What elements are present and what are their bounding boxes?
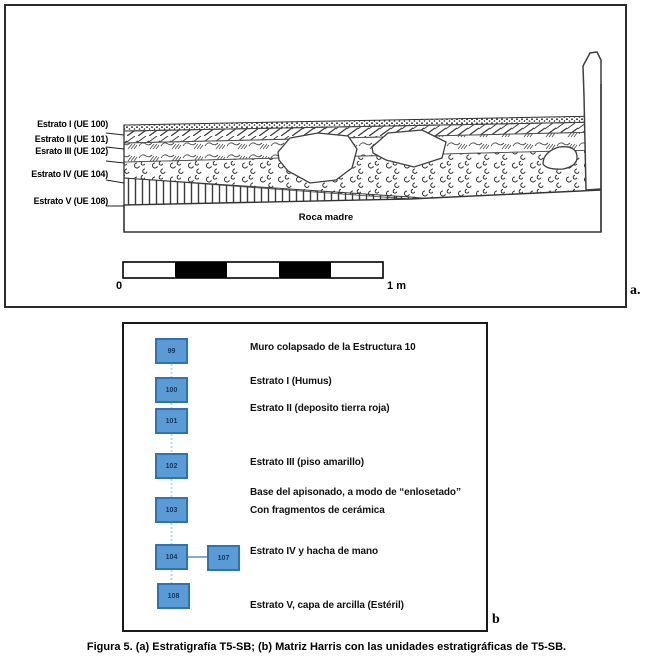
matrix-label-estrato-4: Estrato IV y hacha de mano bbox=[250, 546, 378, 557]
stratum-label-ue101: Estrato II (UE 101) bbox=[34, 134, 108, 144]
matrix-node-104: 104 bbox=[155, 544, 188, 570]
matrix-label-fragmentos: Con fragmentos de cerámica bbox=[250, 505, 385, 516]
matrix-node-99: 99 bbox=[155, 338, 188, 364]
figure-caption: Figura 5. (a) Estratigrafía T5-SB; (b) Matriz Harris con las unidades estratigráficas de T5-SB. bbox=[86, 641, 567, 653]
scale-bar bbox=[123, 262, 383, 278]
strata-bands bbox=[124, 116, 601, 205]
matrix-label-estrato-1: Estrato I (Humus) bbox=[250, 376, 332, 387]
matrix-label-estrato-5: Estrato V, capa de arcilla (Estéril) bbox=[250, 600, 404, 611]
bedrock-label: Roca madre bbox=[298, 212, 354, 223]
label-leader-lines bbox=[106, 133, 124, 206]
panel-a-tag: a. bbox=[630, 283, 641, 298]
panel-a-stratigraphy bbox=[4, 4, 627, 308]
scale-start-label: 0 bbox=[116, 280, 123, 292]
scale-end-label: 1 m bbox=[387, 280, 406, 292]
matrix-label-estrato-2: Estrato II (deposito tierra roja) bbox=[250, 403, 390, 414]
panel-b-tag: b bbox=[492, 612, 500, 627]
matrix-label-estrato-3: Estrato III (piso amarillo) bbox=[250, 457, 364, 468]
matrix-node-103: 103 bbox=[155, 497, 188, 523]
panel-b-harris-matrix bbox=[122, 322, 488, 632]
matrix-node-107: 107 bbox=[207, 545, 240, 571]
matrix-label-muro: Muro colapsado de la Estructura 10 bbox=[250, 342, 416, 353]
stratum-label-ue100: Estrato I (UE 100) bbox=[37, 119, 108, 129]
matrix-node-101: 101 bbox=[155, 408, 188, 434]
matrix-node-100: 100 bbox=[155, 377, 188, 403]
stratum-label-ue104: Estrato IV (UE 104) bbox=[31, 169, 108, 179]
matrix-node-102: 102 bbox=[155, 453, 188, 479]
stratum-label-ue108: Estrato V (UE 108) bbox=[33, 196, 108, 206]
stratum-label-ue102: Esrato III (UE 102) bbox=[35, 146, 108, 156]
matrix-label-base-apisonado: Base del apisonado, a modo de “enlosetado” bbox=[250, 487, 461, 498]
matrix-node-108: 108 bbox=[157, 583, 190, 609]
